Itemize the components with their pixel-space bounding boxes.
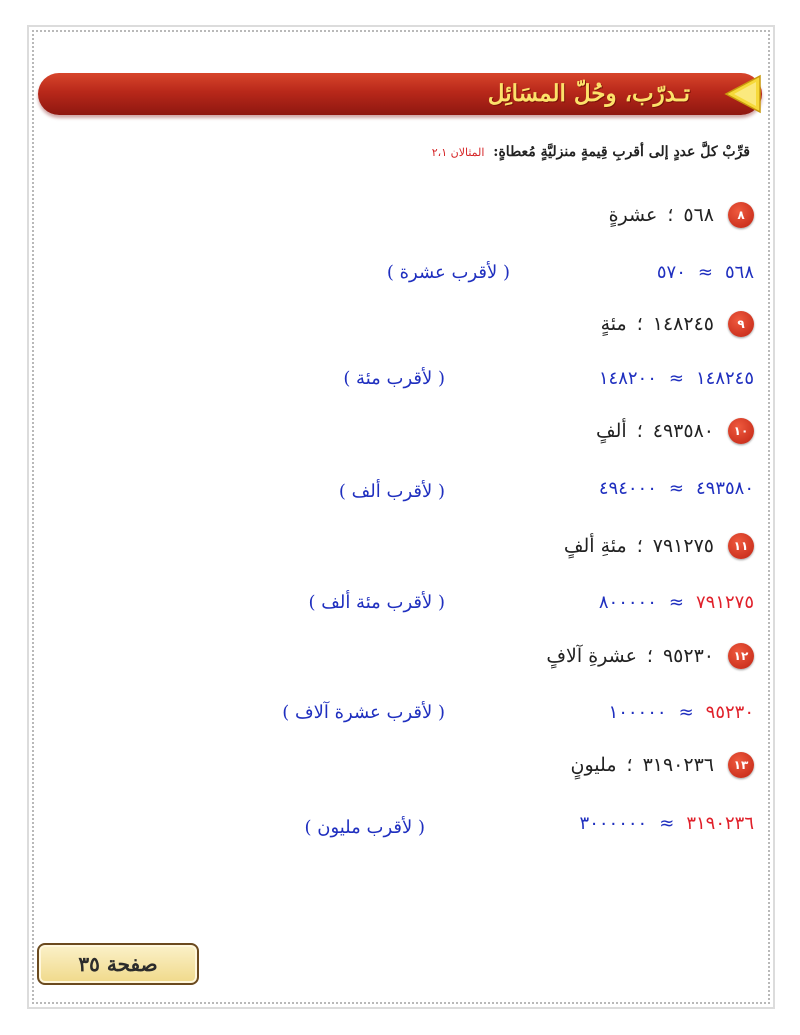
instruction-text: قرِّبْ كلَّ عددٍ إلى أقربِ قِيمةٍ منزليَّةٍ مُعطاةٍ: [493,144,750,160]
separator: ؛ [646,645,653,667]
answer-note-13: ( لأقرب مليون ) [304,817,425,838]
rounded-number: ١٤٨٢٠٠ [598,368,657,389]
pointer-arrow-icon [722,73,762,115]
approx-symbol: ≈ [697,262,713,283]
problem-value: ١٤٨٢٤٥ [652,313,714,335]
example-reference: المثالان ٢،١ [431,146,485,159]
problem-13 [571,752,754,778]
answer-10 [599,478,754,499]
answer-13 [580,813,754,834]
answer-note-8: ( لأقرب عشرة ) [386,262,510,283]
approx-symbol: ≈ [678,702,694,723]
problem-10 [596,418,754,444]
place-value: مئةِ ألفٍ [563,535,627,557]
problem-value: ٩٥٢٣٠ [662,645,714,667]
section-title: تـدرّب، وحُلّ المسَائِل [487,80,690,107]
answer-12 [609,702,754,723]
original-number: ٤٩٣٥٨٠ [695,478,754,499]
separator: ؛ [667,204,674,226]
answer-note-11: ( لأقرب مئة ألف ) [308,592,445,613]
separator: ؛ [636,535,643,557]
place-value: مليونٍ [570,754,617,776]
original-number: ٥٦٨ [724,262,754,283]
approx-symbol: ≈ [668,592,684,613]
problem-value: ٧٩١٢٧٥ [652,535,714,557]
answer-note-10: ( لأقرب ألف ) [338,481,445,502]
problem-value: ٥٦٨ [683,204,714,226]
problem-number-badge: ١٢ [728,643,754,669]
answer-note-12: ( لأقرب عشرة آلاف ) [282,702,445,723]
separator: ؛ [626,754,633,776]
problem-number-badge: ١١ [728,533,754,559]
original-number: ٣١٩٠٢٣٦ [686,813,754,834]
rounded-number: ٤٩٤٠٠٠ [598,478,657,499]
approx-symbol: ≈ [668,368,684,389]
problem-number-badge: ١٠ [728,418,754,444]
problem-9 [601,311,754,337]
place-value: مئةٍ [600,313,627,335]
problem-value: ٤٩٣٥٨٠ [652,420,714,442]
page-border [32,30,770,1004]
answer-11 [599,592,754,613]
place-value: ألفٍ [595,420,627,442]
problem-11 [564,533,754,559]
original-number: ١٤٨٢٤٥ [695,368,754,389]
separator: ؛ [636,420,643,442]
rounded-number: ١٠٠٠٠٠ [608,702,667,723]
rounded-number: ٣٠٠٠٠٠٠ [579,813,648,834]
original-number: ٩٥٢٣٠ [705,702,754,723]
problem-12 [546,643,754,669]
approx-symbol: ≈ [668,478,684,499]
place-value: عشرةٍ [608,204,658,226]
rounded-number: ٥٧٠ [656,262,686,283]
problem-number-badge: ٨ [728,202,754,228]
answer-note-9: ( لأقرب مئة ) [343,368,445,389]
rounded-number: ٨٠٠٠٠٠ [598,592,657,613]
instruction-line [432,144,750,160]
problem-number-badge: ٩ [728,311,754,337]
place-value: عشرةِ آلافٍ [546,645,637,667]
page-number-label: صفحة ٣٥ [37,943,199,985]
problem-number-badge: ١٣ [728,752,754,778]
original-number: ٧٩١٢٧٥ [695,592,754,613]
problem-8 [609,202,754,228]
answer-9 [599,368,754,389]
answer-8 [657,262,754,283]
problem-value: ٣١٩٠٢٣٦ [642,754,714,776]
approx-symbol: ≈ [659,813,675,834]
separator: ؛ [636,313,643,335]
